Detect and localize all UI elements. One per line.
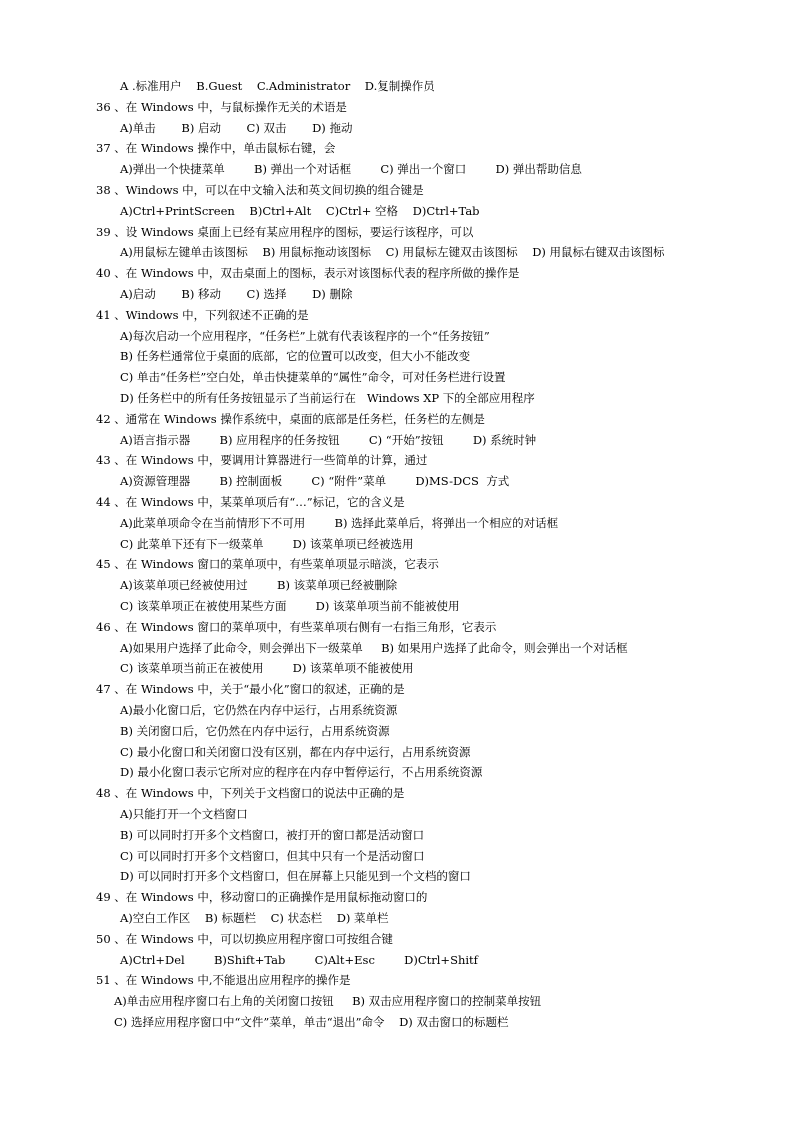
option-line: A)只能打开一个文档窗口 — [120, 807, 248, 821]
option-line: A)如果用户选择了此命令，则会弹出下一级菜单 B) 如果用户选择了此命令，则会弹出一个对话框 — [120, 640, 628, 655]
option-line: C) 可以同时打开多个文档窗口，但其中只有一个是活动窗口 — [120, 848, 425, 863]
question-line: 37 、在 Windows 操作中，单击鼠标右键，会 — [96, 141, 336, 156]
question-line: 46 、在 Windows 窗口的菜单项中，有些菜单项右侧有一右指三角形，它表示 — [96, 619, 497, 634]
option-line: A)空白工作区 B) 标题栏 C) 状态栏 D) 菜单栏 — [120, 911, 389, 925]
option-line: B) 可以同时打开多个文档窗口，被打开的窗口都是活动窗口 — [120, 827, 425, 842]
option-line: A .标准用户 B.Guest C.Administrator D.复制操作员 — [120, 79, 435, 93]
option-line: B) 任务栏通常位于桌面的底部，它的位置可以改变，但大小不能改变 — [120, 349, 471, 364]
question-line: 50 、在 Windows 中，可以切换应用程序窗口可按组合键 — [96, 931, 393, 946]
question-line: 44 、在 Windows 中，某菜单项后有“…”标记，它的含义是 — [96, 495, 405, 509]
option-line: A)该菜单项已经被使用过 B) 该菜单项已经被删除 — [120, 578, 398, 593]
option-line: D) 任务栏中的所有任务按钮显示了当前运行在 Windows XP 下的全部应用程序 — [120, 391, 535, 405]
option-line: A)Ctrl+Del B)Shift+Tab C)Alt+Esc D)Ctrl+Shitf — [120, 952, 478, 967]
option-line: D) 最小化窗口表示它所对应的程序在内存中暂停运行，不占用系统资源 — [120, 765, 483, 780]
option-line: C) 单击“任务栏”空白处，单击快捷菜单的“属性”命令，可对任务栏进行设置 — [120, 370, 506, 385]
question-line: 40 、在 Windows 中，双击桌面上的图标，表示对该图标代表的程序所做的操作是 — [96, 266, 520, 281]
option-line: A)语言指示器 B) 应用程序的任务按钮 C) “开始”按钮 D) 系统时钟 — [120, 432, 537, 447]
question-line: 51 、在 Windows 中,不能退出应用程序的操作是 — [96, 973, 351, 988]
question-line: 36 、在 Windows 中，与鼠标操作无关的术语是 — [96, 99, 347, 114]
option-line: C) 该菜单项正在被使用某些方面 D) 该菜单项当前不能被使用 — [120, 599, 460, 613]
question-line: 42 、通常在 Windows 操作系统中，桌面的底部是任务栏，任务栏的左侧是 — [96, 411, 485, 426]
option-line: A)单击应用程序窗口右上角的关闭窗口按钮 B) 双击应用程序窗口的控制菜单按钮 — [114, 994, 542, 1009]
question-line: 45 、在 Windows 窗口的菜单项中，有些菜单项显示暗淡，它表示 — [96, 557, 439, 572]
question-line: 48 、在 Windows 中，下列关于文档窗口的说法中正确的是 — [96, 786, 405, 801]
option-line: A)资源管理器 B) 控制面板 C) “附件”菜单 D)MS-DCS 方式 — [120, 474, 510, 489]
question-line: 47 、在 Windows 中，关于“最小化”窗口的叙述，正确的是 — [96, 682, 405, 697]
question-line: 49 、在 Windows 中，移动窗口的正确操作是用鼠标拖动窗口的 — [96, 890, 428, 905]
option-line: A)此菜单项命令在当前情形下不可用 B) 选择此菜单后，将弹出一个相应的对话框 — [120, 515, 559, 530]
option-line: C) 选择应用程序窗口中“文件”菜单，单击“退出”命令 D) 双击窗口的标题栏 — [114, 1015, 509, 1029]
option-line: C) 最小化窗口和关闭窗口没有区别，都在内存中运行，占用系统资源 — [120, 744, 471, 759]
option-line: A)每次启动一个应用程序，“任务栏”上就有代表该程序的一个“任务按钮” — [120, 328, 490, 343]
option-line: C) 此菜单下还有下一级菜单 D) 该菜单项已经被选用 — [120, 536, 414, 551]
question-line: 43 、在 Windows 中，要调用计算器进行一些简单的计算，通过 — [96, 453, 428, 468]
option-line: A)弹出一个快捷菜单 B) 弹出一个对话框 C) 弹出一个窗口 D) 弹出帮助信息 — [120, 162, 582, 177]
question-line: 39 、设 Windows 桌面上已经有某应用程序的图标，要运行该程序，可以 — [96, 224, 474, 239]
option-line: A)最小化窗口后，它仍然在内存中运行，占用系统资源 — [120, 703, 398, 717]
option-line: A)用鼠标左键单击该图标 B) 用鼠标拖动该图标 C) 用鼠标左键双击该图标 D) 用鼠标右键双击该图标 — [120, 245, 665, 260]
option-line: C) 该菜单项当前正在被使用 D) 该菜单项不能被使用 — [120, 661, 414, 676]
option-line: A)启动 B) 移动 C) 选择 D) 删除 — [120, 287, 353, 301]
option-line: A)Ctrl+PrintScreen B)Ctrl+Alt C)Ctrl+ 空格 D)Ctrl+Tab — [120, 203, 480, 218]
option-line: B) 关闭窗口后，它仍然在内存中运行，占用系统资源 — [120, 723, 390, 738]
question-line: 38 、Windows 中，可以在中文输入法和英文间切换的组合键是 — [96, 183, 424, 197]
question-line: 41 、Windows 中，下列叙述不正确的是 — [96, 307, 309, 322]
option-line: A)单击 B) 启动 C) 双击 D) 拖动 — [120, 120, 353, 135]
option-line: D) 可以同时打开多个文档窗口，但在屏幕上只能见到一个文档的窗口 — [120, 869, 471, 884]
